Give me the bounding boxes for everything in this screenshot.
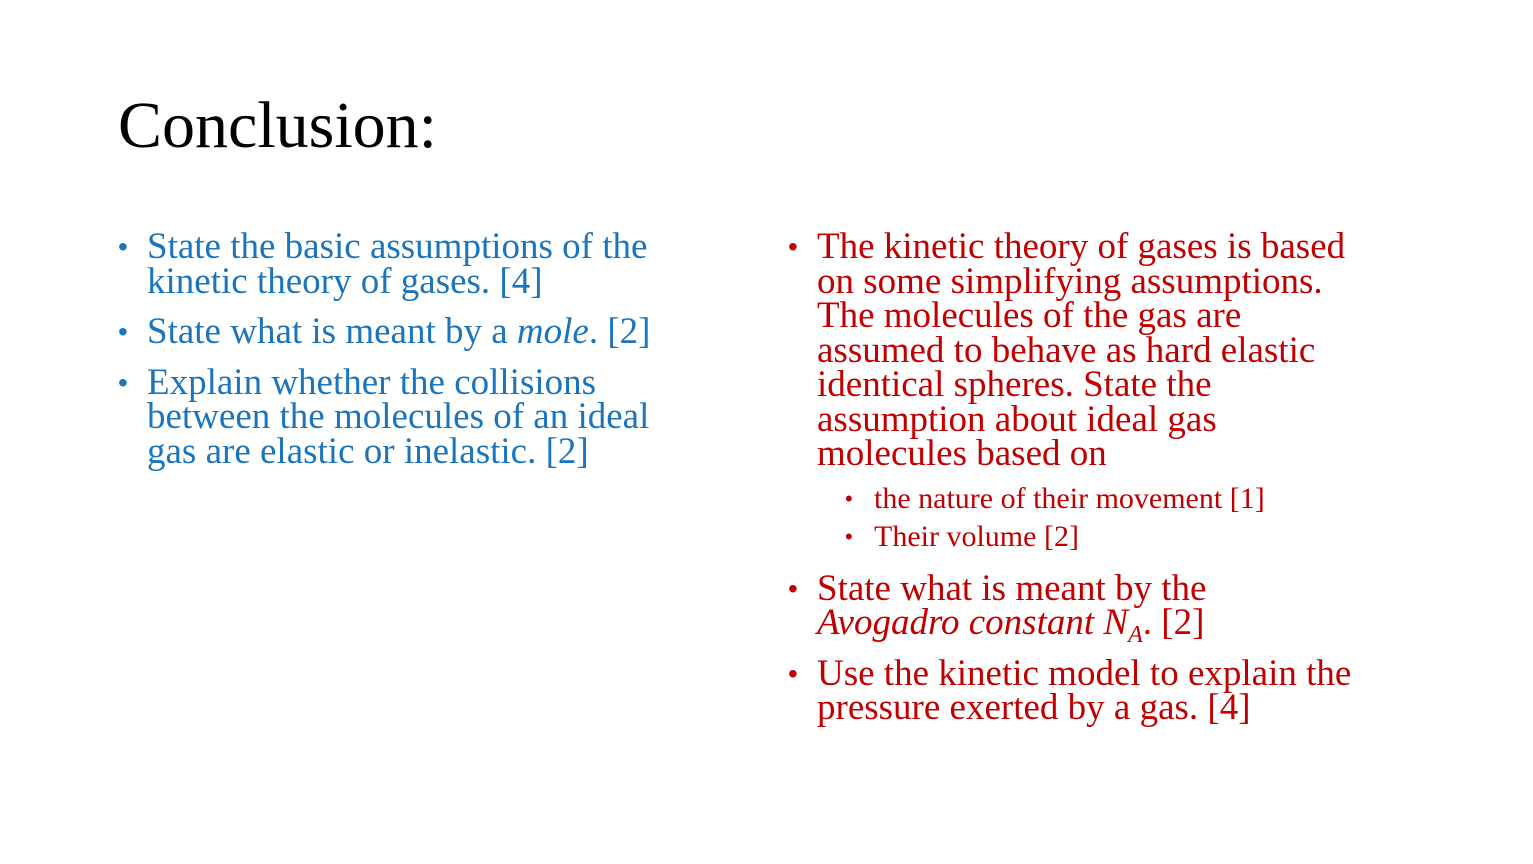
bullet-text-line: kinetic theory of gases. [4] [147, 260, 543, 302]
emphasized-term: Avogadro constant N [817, 602, 1129, 643]
right-question-list [788, 226, 1438, 742]
list-item [118, 226, 728, 302]
bullet-text-line: assumption about ideal gas [817, 398, 1217, 440]
bullet-text-line: • Explain whether the collisions [147, 361, 597, 403]
emphasized-term: mole [516, 311, 589, 352]
sub-list-item: • the nature of their movement [1] [845, 480, 1438, 518]
bullet-text-line: The molecules of the gas are [817, 295, 1242, 336]
sub-list [817, 480, 1438, 556]
bullet-text-line: pressure exerted by a gas. [4] [817, 687, 1251, 728]
bullet-text-line: • Use the kinetic model to explain the [817, 652, 1352, 694]
bullet-text-line: molecules based on [817, 433, 1107, 474]
bullet-text-line: • State the basic assumptions of the [147, 226, 648, 267]
bullet-text-line: gas are elastic or inelastic. [2] [147, 430, 589, 472]
list-item [788, 652, 1438, 728]
bullet-text-suffix: . [2] [588, 311, 651, 352]
list-item [788, 226, 1438, 556]
bullet-text-line: • The kinetic theory of gases is based [817, 226, 1346, 267]
bullet-text-line: between the molecules of an ideal [147, 396, 650, 437]
list-item [118, 361, 728, 472]
bullet-text-line: identical spheres. State the [817, 364, 1212, 405]
sub-list-item: • Their volume [2] [845, 518, 1438, 556]
bullet-text-suffix: . [2] [1142, 602, 1205, 643]
slide-title: Conclusion: [118, 89, 438, 162]
list-item [118, 311, 728, 352]
bullet-text-line: assumed to behave as hard elastic [817, 329, 1316, 371]
list-item [788, 567, 1438, 648]
subscript-letter: A [1128, 622, 1143, 648]
left-question-list [118, 226, 728, 485]
subscript-term [1128, 622, 1143, 648]
bullet-text-line [817, 602, 1438, 648]
bullet-text-prefix: State what is meant by a [147, 311, 517, 352]
bullet-text-line: • State what is meant by the [817, 567, 1207, 609]
bullet-text-line: on some simplifying assumptions. [817, 260, 1323, 302]
bullet-text-line [147, 311, 728, 352]
